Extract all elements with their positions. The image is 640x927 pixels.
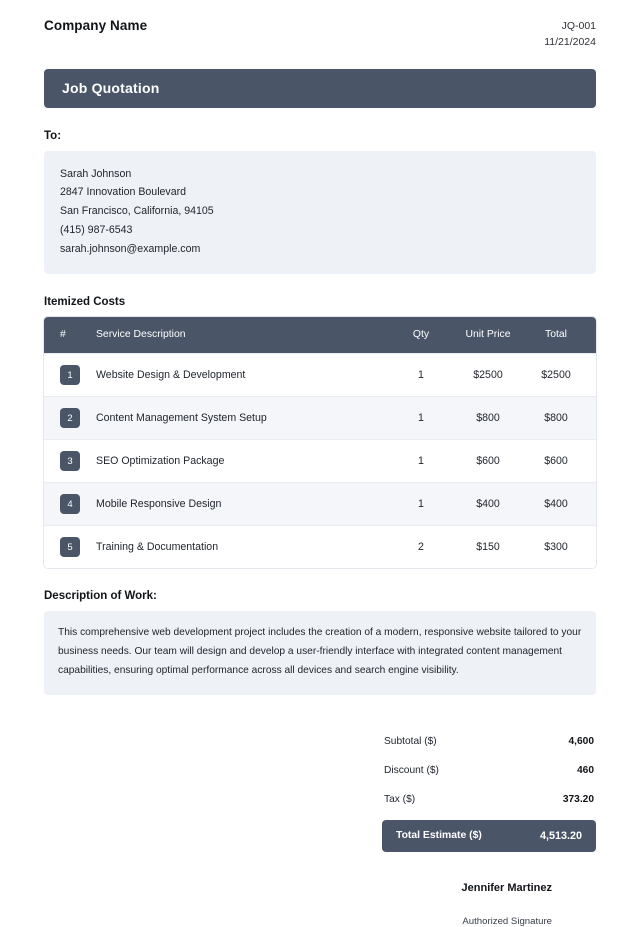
row-total: $600	[544, 455, 568, 468]
row-unit-price: $800	[476, 412, 500, 425]
discount-value: 460	[577, 764, 594, 776]
document-meta	[544, 18, 596, 51]
row-number-cell	[44, 397, 88, 440]
recipient-address-line-1: 2847 Innovation Boulevard	[60, 186, 187, 199]
table-row	[44, 440, 596, 483]
document-header	[44, 14, 596, 51]
row-description: Training & Documentation	[96, 541, 219, 554]
description-of-work-text: This comprehensive web development project includes the creation of a modern, responsive website tailored to your business needs. Our team will design and develop a user-friendly interface with integrated content management capabilities, ensuring optimal performance across all devices and search engine visibility.	[58, 627, 582, 677]
table-row	[44, 354, 596, 397]
totals-list	[382, 727, 596, 852]
recipient-phone: (415) 987-6543	[60, 224, 133, 237]
row-description: Website Design & Development	[96, 369, 246, 382]
subtotal-row	[382, 727, 596, 756]
row-total: $300	[544, 541, 568, 554]
discount-row	[382, 756, 596, 785]
page-title: Job Quotation	[62, 80, 160, 97]
row-description: Mobile Responsive Design	[96, 498, 222, 511]
column-header-number: #	[60, 329, 66, 341]
total-estimate-label: Total Estimate ($)	[396, 830, 482, 842]
total-estimate-row	[382, 820, 596, 852]
row-qty: 2	[418, 541, 424, 554]
row-number-cell	[44, 483, 88, 526]
row-total: $400	[544, 498, 568, 511]
recipient-section-label: To:	[44, 129, 62, 142]
subtotal-label: Subtotal ($)	[384, 735, 437, 747]
subtotal-value: 4,600	[568, 735, 594, 747]
total-estimate-value: 4,513.20	[539, 829, 582, 842]
signature-section	[44, 882, 596, 927]
row-number-badge: 4	[60, 494, 80, 514]
row-number-cell	[44, 526, 88, 569]
row-number-badge: 3	[60, 451, 80, 471]
table-header	[44, 317, 596, 354]
row-description: Content Management System Setup	[96, 412, 267, 425]
row-description: SEO Optimization Package	[96, 455, 225, 468]
column-header-description: Service Description	[96, 329, 186, 341]
column-header-qty: Qty	[412, 329, 430, 341]
itemized-costs-table	[44, 317, 596, 568]
row-qty: 1	[418, 455, 424, 468]
column-header-unit-price: Unit Price	[465, 329, 511, 341]
row-unit-price: $400	[476, 498, 500, 511]
row-qty: 1	[418, 412, 424, 425]
tax-value: 373.20	[562, 793, 594, 805]
row-number-cell	[44, 440, 88, 483]
row-qty: 1	[418, 498, 424, 511]
table-row	[44, 397, 596, 440]
recipient-email: sarah.johnson@example.com	[60, 243, 201, 256]
description-of-work-label: Description of Work:	[44, 590, 157, 603]
row-qty: 1	[418, 369, 424, 382]
tax-row	[382, 785, 596, 814]
table-row	[44, 483, 596, 526]
description-of-work-card	[44, 611, 596, 695]
table-row	[44, 526, 596, 569]
quote-number: JQ-001	[561, 20, 596, 32]
column-header-total: Total	[545, 329, 567, 341]
signature-name: Jennifer Martinez	[461, 881, 552, 894]
itemized-costs-label: Itemized Costs	[44, 296, 126, 309]
job-quotation-banner	[44, 69, 596, 108]
row-total: $2500	[541, 369, 571, 382]
recipient-card	[44, 151, 596, 275]
row-unit-price: $150	[476, 541, 500, 554]
quote-date: 11/21/2024	[544, 36, 596, 49]
table-header-row	[44, 317, 596, 354]
row-unit-price: $600	[476, 455, 500, 468]
company-name: Company Name	[44, 18, 148, 33]
authorized-signature-caption: Authorized Signature	[462, 915, 552, 927]
table-body	[44, 354, 596, 569]
tax-label: Tax ($)	[384, 793, 416, 805]
row-unit-price: $2500	[473, 369, 503, 382]
row-number-badge: 1	[60, 365, 80, 385]
row-number-badge: 2	[60, 408, 80, 428]
recipient-name: Sarah Johnson	[60, 167, 132, 180]
row-total: $800	[544, 412, 568, 425]
recipient-address-line-2: San Francisco, California, 94105	[60, 205, 214, 218]
discount-label: Discount ($)	[384, 764, 439, 776]
row-number-badge: 5	[60, 537, 80, 557]
row-number-cell	[44, 354, 88, 397]
totals-section	[44, 727, 596, 852]
